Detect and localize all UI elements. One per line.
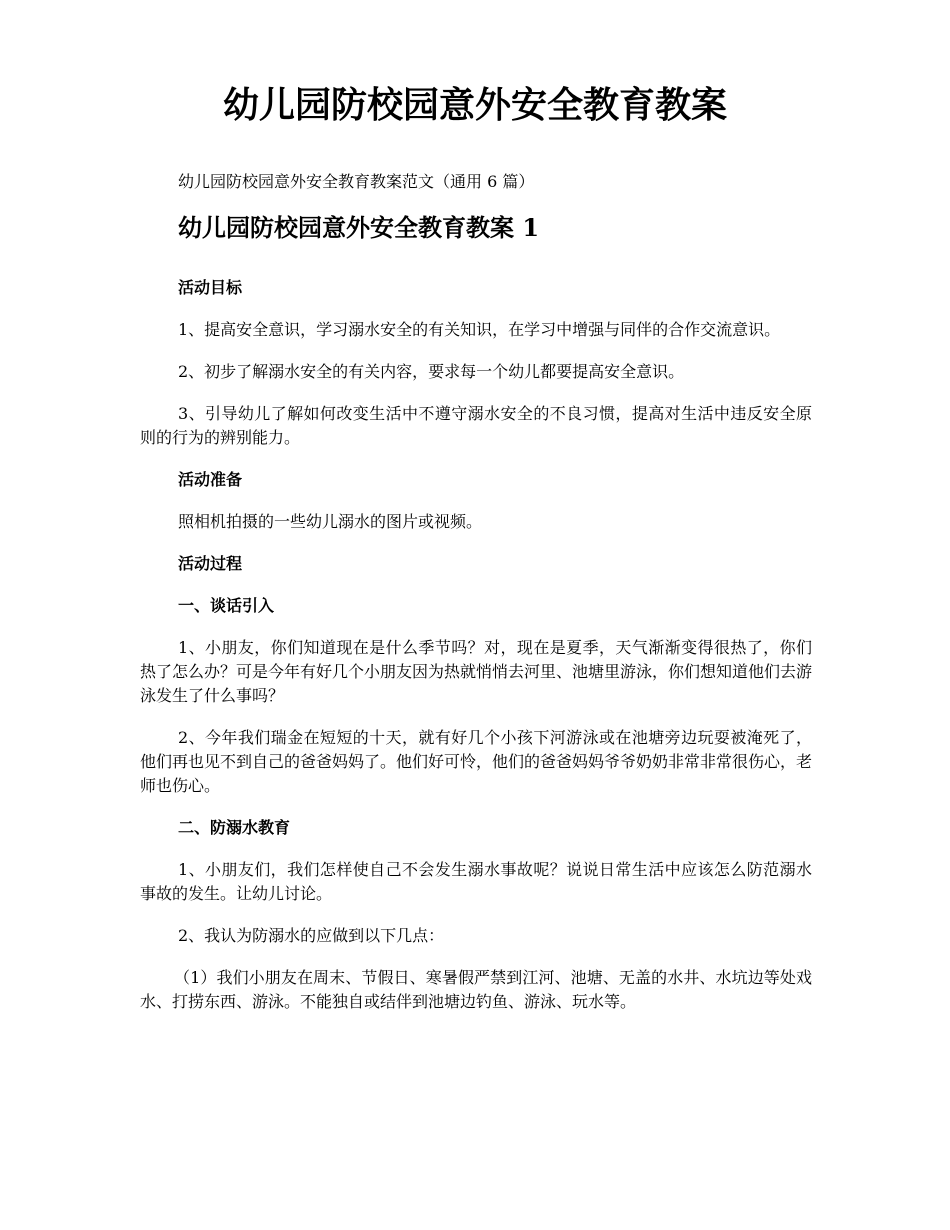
heading-part-2: 二、防溺水教育	[178, 818, 291, 837]
goal-paragraph-2: 2、初步了解溺水安全的有关内容，要求每一个幼儿都要提高安全意识。	[178, 362, 685, 381]
document-title: 幼儿园防校园意外安全教育教案	[222, 84, 727, 126]
goal-paragraph-3: 3、引导幼儿了解如何改变生活中不遵守溺水安全的不良习惯，提高对生活中违反安全原则的行为的辨别能力。	[140, 404, 812, 447]
part1-paragraph-2: 2、今年我们瑞金在短短的十天，就有好几个小孩下河游泳或在池塘旁边玩耍被淹死了，他们再也见不到自己的爸爸妈妈了。他们好可怜，他们的爸爸妈妈爷爷奶奶非常非常很伤心，老师也伤心。	[140, 728, 813, 795]
part2-paragraph-2: 2、我认为防溺水的应做到以下几点：	[178, 926, 445, 945]
document-subtitle: 幼儿园防校园意外安全教育教案范文（通用 6 篇）	[178, 172, 535, 191]
heading-part-1: 一、谈话引入	[178, 596, 275, 615]
goal-paragraph-1: 1、提高安全意识，学习溺水安全的有关知识，在学习中增强与同伴的合作交流意识。	[178, 320, 781, 339]
heading-activity-goals: 活动目标	[178, 278, 243, 297]
part2-paragraph-1: 1、小朋友们，我们怎样使自己不会发生溺水事故呢？说说日常生活中应该怎么防范溺水事故的发生。让幼儿讨论。	[140, 860, 812, 903]
prep-paragraph: 照相机拍摄的一些幼儿溺水的图片或视频。	[178, 512, 483, 531]
heading-activity-prep: 活动准备	[178, 470, 243, 489]
heading-activity-process: 活动过程	[178, 554, 243, 573]
part1-paragraph-1: 1、小朋友，你们知道现在是什么季节吗？对，现在是夏季，天气渐渐变得很热了，你们热了怎么办？可是今年有好几个小朋友因为热就悄悄去河里、池塘里游泳，你们想知道他们去游泳发生了什么事吗？	[140, 638, 813, 705]
section-title: 幼儿园防校园意外安全教育教案 1	[178, 213, 540, 242]
part2-paragraph-3: （1）我们小朋友在周末、节假日、寒暑假严禁到江河、池塘、无盖的水井、水坑边等处戏水、打捞东西、游泳。不能独自或结伴到池塘边钓鱼、游泳、玩水等。	[140, 968, 812, 1011]
document-body	[140, 276, 812, 1014]
